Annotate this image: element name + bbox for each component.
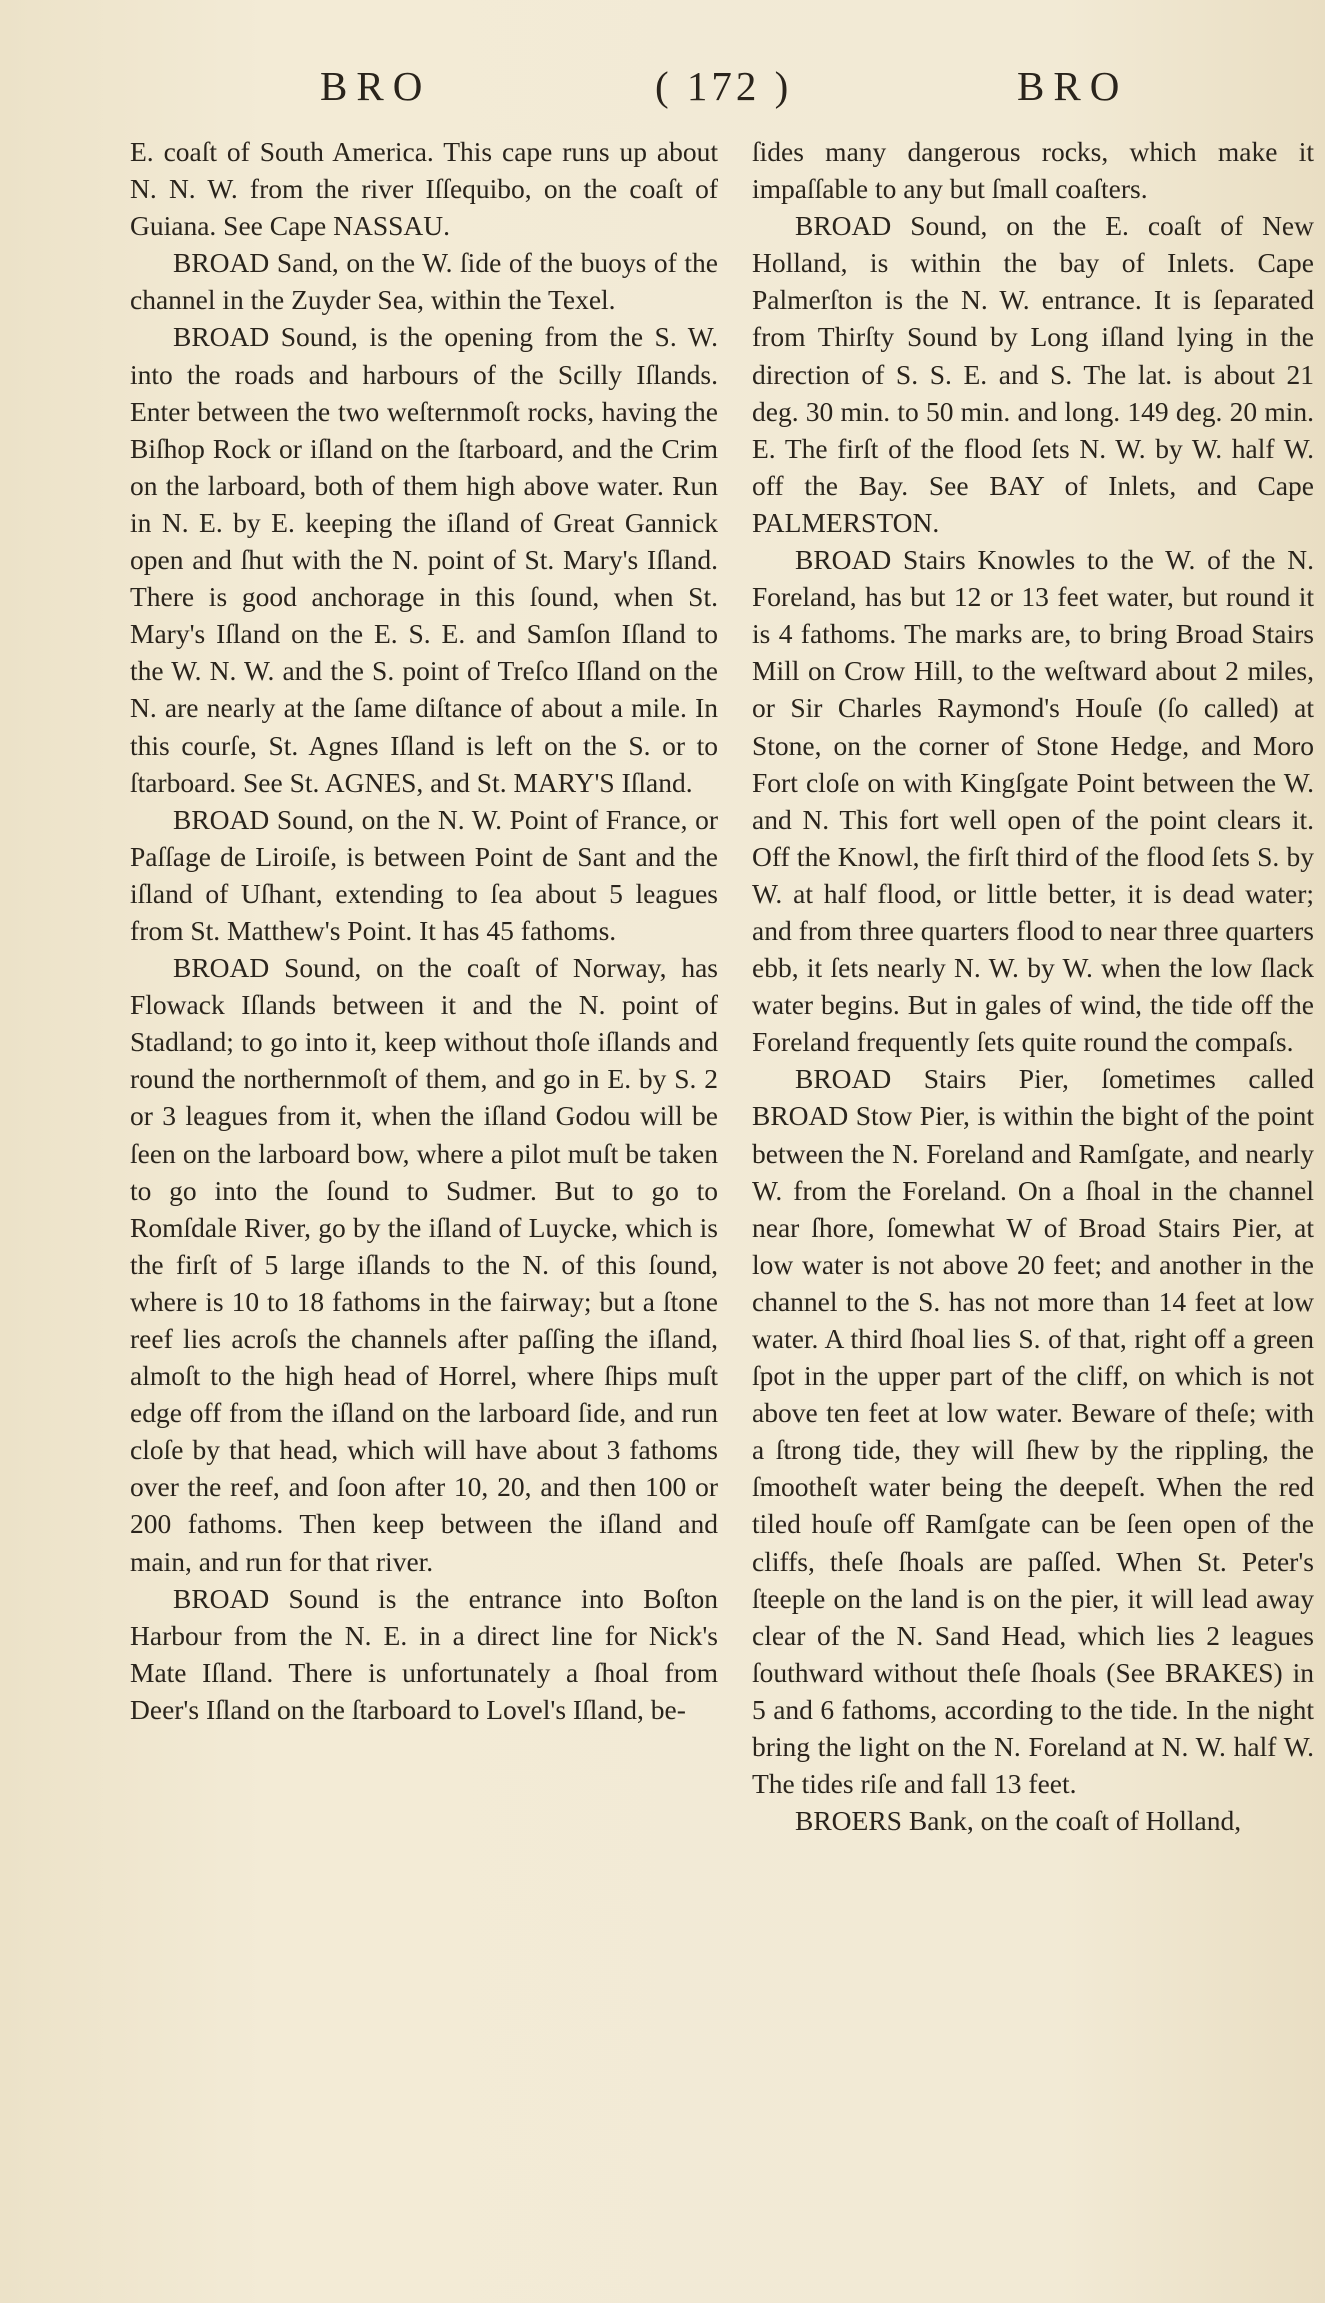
entry-paragraph: BROAD Sound, on the E. coaſt of New Holland, is within the bay of Inlets. Cape Palmerſton is the N. W. entrance. It is ſeparated from Thirſty Sound by Long iſland lying in the direction of S. S. E. and S. The lat. is about 21 deg. 30 min. to 50 min. and long. 149 deg. 20 min. E. The firſt of the flood ſets N. W. by W. half W. off the Bay. See BAY of Inlets, and Cape PALMERSTON. (752, 210, 1314, 538)
page-number: ( 172 ) (655, 63, 793, 109)
entry-paragraph: BROAD Stairs Knowles to the W. of the N. Foreland, has but 12 or 13 feet water, but round it is 4 fathoms. The marks are, to bring Broad Stairs Mill on Crow Hill, to the weſtward about 2 miles, or Sir Charles Raymond's Houſe (ſo called) at Stone, on the corner of Stone Hedge, and Moro Fort cloſe on with Kingſgate Point between the W. and N. This fort well open of the point clears it. Off the Knowl, the firſt third of the flood ſets S. by W. at half flood, or little better, it is dead water; and from three quarters flood to near three quarters ebb, it ſets nearly N. W. by W. when the low ſlack water begins. But in gales of wind, the tide off the Foreland frequently ſets quite round the compaſs. (752, 544, 1314, 1058)
entry-paragraph: BROAD Sand, on the W. ſide of the buoys of the channel in the Zuyder Sea, within the Texel. (130, 247, 718, 316)
entry-paragraph: BROAD Stairs Pier, ſometimes called BROAD Stow Pier, is within the bight of the point between the N. Foreland and Ramſgate, and nearly W. from the Foreland. On a ſhoal in the channel near ſhore, ſomewhat W of Broad Stairs Pier, at low water is not above 20 feet; and another in the channel to the S. has not more than 14 feet at low water. A third ſhoal lies S. of that, right off a green ſpot in the upper part of the cliff, on which is not above ten feet at low water. Beware of theſe; with a ſtrong tide, they will ſhew by the rippling, the ſmootheſt water being the deepeſt. When the red tiled houſe off Ramſgate can be ſeen open of the cliffs, theſe ſhoals are paſſed. When St. Peter's ſteeple on the land is on the pier, it will lead away clear of the N. Sand Head, which lies 2 leagues ſouthward without theſe ſhoals (See BRAKES) in 5 and 6 fathoms, according to the tide. In the night bring the light on the N. Foreland at N. W. half W. The tides riſe and fall 13 feet. (752, 1063, 1314, 1800)
entry-paragraph: BROAD Sound is the entrance into Boſton Harbour from the N. E. in a direct line for Nick's Mate Iſland. There is unfortunately a ſhoal from Deer's Iſland on the ſtarboard to Lovel's Iſland, be- (130, 1582, 718, 1725)
entry-paragraph: E. coaſt of South America. This cape runs up about N. N. W. from the river Iſſequibo, on the coaſt of Guiana. See Cape NASSAU. (130, 136, 718, 242)
entry-paragraph: BROAD Sound, on the coaſt of Norway, has Flowack Iſlands between it and the N. point of Stadland; to go into it, keep without thoſe iſlands and round the northernmoſt of them, and go in E. by S. 2 or 3 leagues from it, when the iſland Godou will be ſeen on the larboard bow, where a pilot muſt be taken to go into the ſound to Sudmer. But to go to Romſdale River, go by the iſland of Luycke, which is the firſt of 5 large iſlands to the N. of this ſound, where is 10 to 18 fathoms in the fairway; but a ſtone reef lies acroſs the channels after paſſing the iſland, almoſt to the high head of Horrel, where ſhips muſt edge off from the iſland on the larboard ſide, and run cloſe by that head, which will have about 3 fathoms over the reef, and ſoon after 10, 20, and then 100 or 200 fathoms. Then keep between the iſland and main, and run for that river. (130, 952, 718, 1577)
right-column (752, 133, 1314, 2303)
header-left-word: BRO (320, 63, 432, 109)
entry-paragraph: BROERS Bank, on the coaſt of Holland, (795, 1805, 1242, 1837)
header-right-word: BRO (1017, 63, 1129, 109)
entry-paragraph: BROAD Sound, is the opening from the S. W. into the roads and harbours of the Scilly Iſlands. Enter between the two weſternmoſt rocks, having the Biſhop Rock or iſland on the ſtarboard, and the Crim on the larboard, both of them high above water. Run in N. E. by E. keeping the iſland of Great Gannick open and ſhut with the N. point of St. Mary's Iſland. There is good anchorage in this ſound, when St. Mary's Iſland on the E. S. E. and Samſon Iſland to the W. N. W. and the S. point of Treſco Iſland on the N. are nearly at the ſame diſtance of about a mile. In this courſe, St. Agnes Iſland is left on the S. or to ſtarboard. See St. AGNES, and St. MARY'S Iſland. (130, 321, 718, 798)
running-header (0, 62, 1325, 122)
left-column (130, 133, 718, 2263)
entry-paragraph: ſides many dangerous rocks, which make it impaſſable to any but ſmall coaſters. (752, 136, 1314, 205)
entry-paragraph: BROAD Sound, on the N. W. Point of France, or Paſſage de Liroiſe, is between Point de Sant and the iſland of Uſhant, extending to ſea about 5 leagues from St. Matthew's Point. It has 45 fathoms. (130, 803, 718, 946)
